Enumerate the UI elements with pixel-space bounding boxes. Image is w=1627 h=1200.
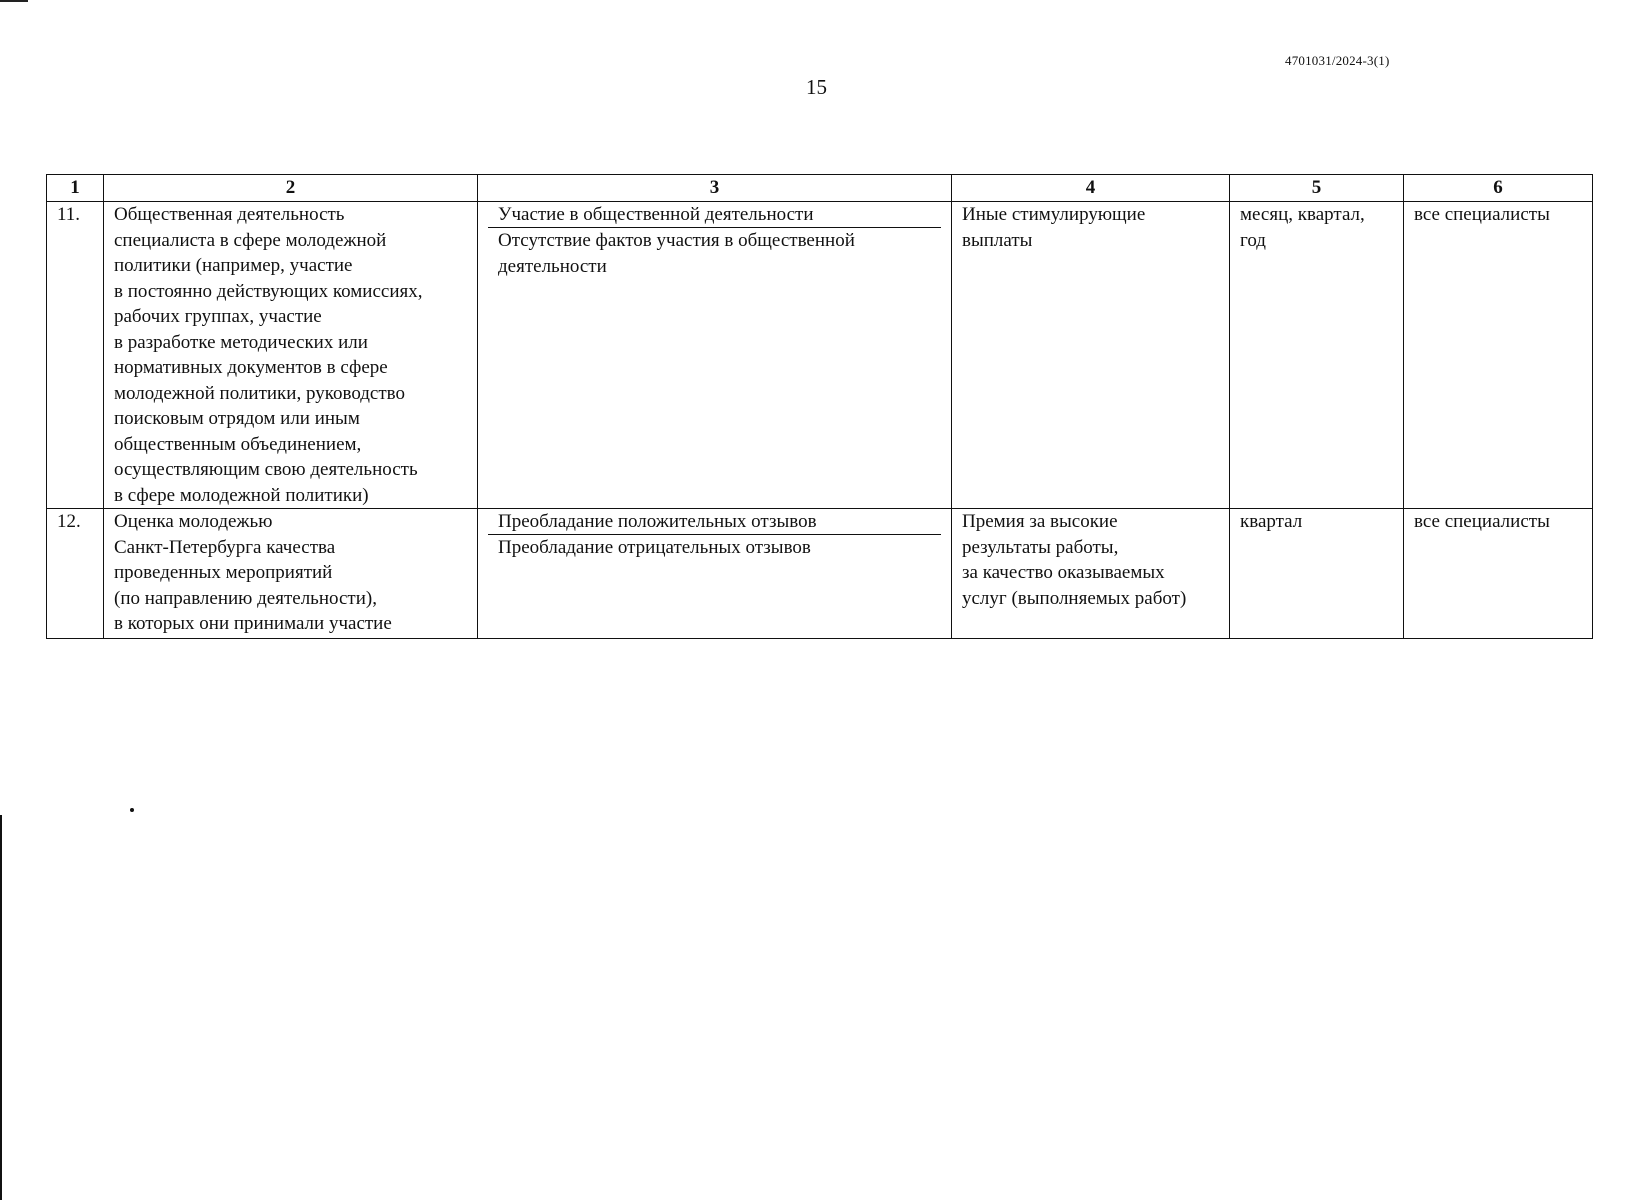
column-header-3: 3 <box>478 175 952 202</box>
row-number: 12. <box>47 509 104 639</box>
payment-type-cell: Премия за высокие результаты работы, за качество оказываемых услуг (выполняемых работ) <box>952 509 1230 639</box>
row-number: 11. <box>47 202 104 509</box>
criteria-cell <box>478 202 952 509</box>
scan-artifact-top <box>0 0 28 2</box>
column-header-2: 2 <box>104 175 478 202</box>
recipients-cell: все специалисты <box>1404 509 1593 639</box>
recipients-cell: все специалисты <box>1404 202 1593 509</box>
period-cell: месяц, квартал, год <box>1230 202 1404 509</box>
indicator-cell: Общественная деятельность специалиста в сфере молодежной политики (например, участие в постоянно действующих комиссиях, рабочих группах, участие в разработке методических или нормативных документов в сфере молодежной политики, руководство поисковым отрядом или иным общественным объединением, осуществляющим свою деятельность в сфере молодежной политики) <box>104 202 478 509</box>
scan-artifact-left-edge <box>0 815 2 1200</box>
column-header-4: 4 <box>952 175 1230 202</box>
column-header-6: 6 <box>1404 175 1593 202</box>
table-row <box>47 509 1593 639</box>
column-header-5: 5 <box>1230 175 1404 202</box>
column-header-1: 1 <box>47 175 104 202</box>
payment-type-cell: Иные стимулирующие выплаты <box>952 202 1230 509</box>
scan-artifact-dot <box>130 808 134 812</box>
table-row <box>47 202 1593 509</box>
criterion-item: Отсутствие фактов участия в общественной деятельности <box>498 230 855 277</box>
header-row <box>47 175 1593 202</box>
criteria-table <box>46 174 1593 639</box>
page-number: 15 <box>806 75 827 99</box>
criterion-item: Преобладание отрицательных отзывов <box>498 537 811 558</box>
criterion-item: Преобладание положительных отзывов <box>488 509 941 535</box>
period-cell: квартал <box>1230 509 1404 639</box>
criterion-item: Участие в общественной деятельности <box>488 202 941 228</box>
indicator-cell: Оценка молодежью Санкт-Петербурга качества проведенных мероприятий (по направлению деятельности), в которых они принимали участие <box>104 509 478 639</box>
document-number: 4701031/2024-3(1) <box>1285 53 1390 68</box>
criteria-cell <box>478 509 952 639</box>
